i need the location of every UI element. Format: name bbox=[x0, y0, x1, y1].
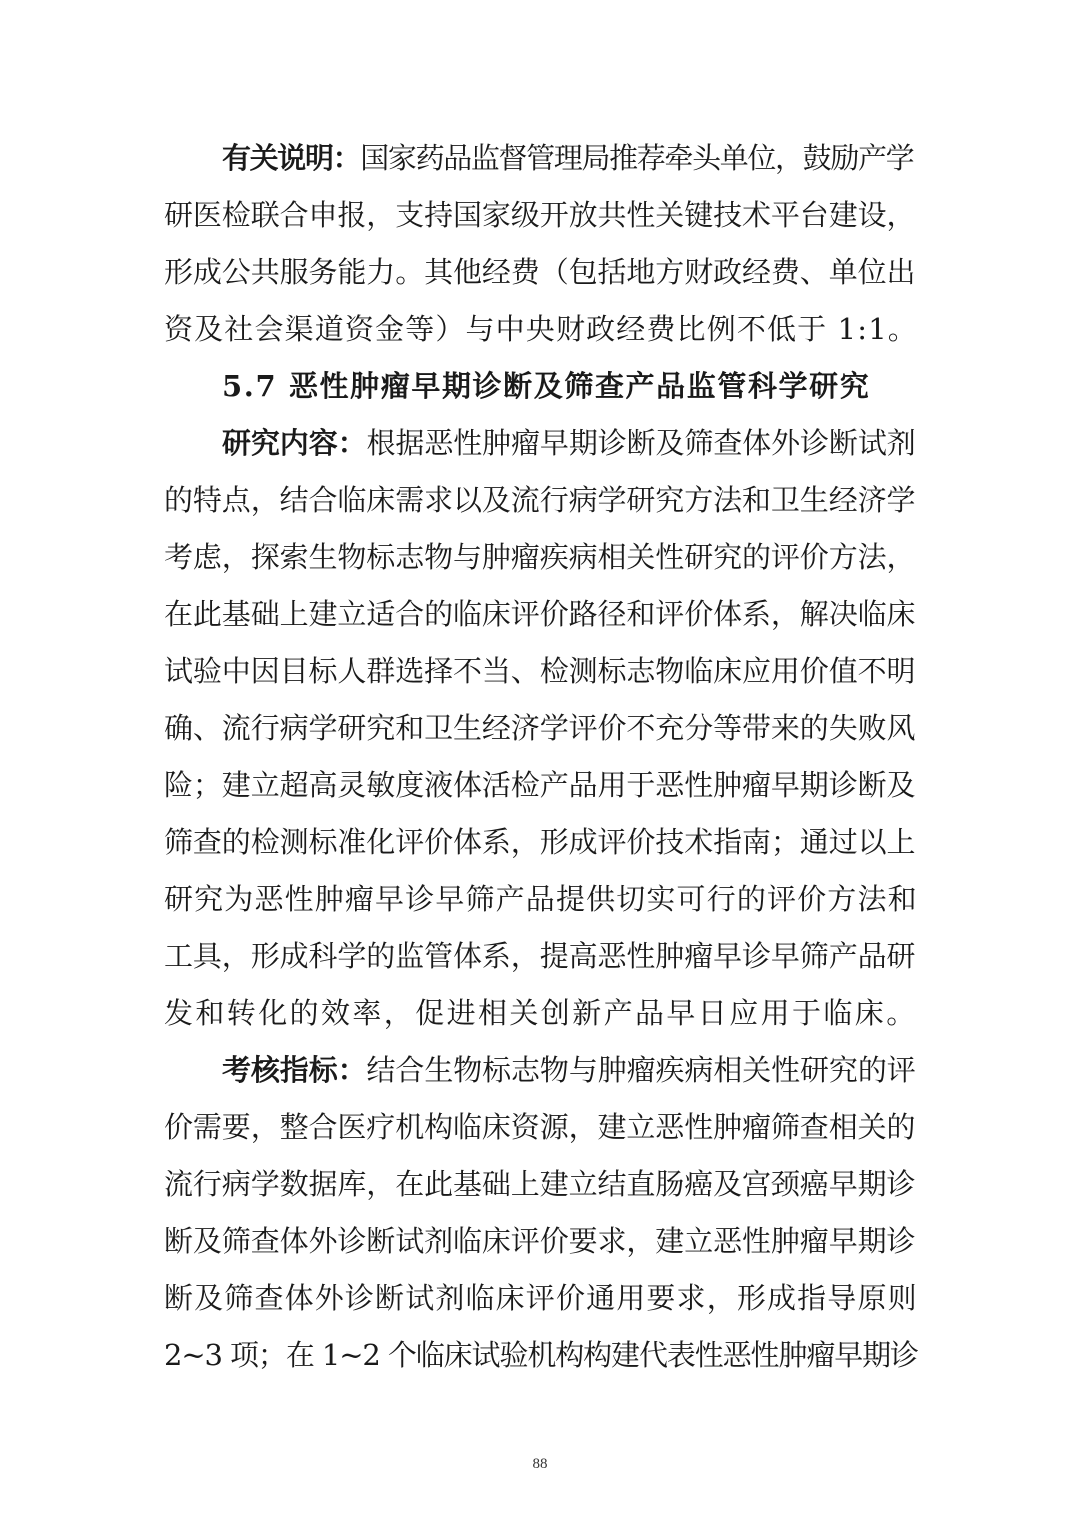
research-text-line: 发和转化的效率，促进相关创新产品早日应用于临床。 bbox=[164, 996, 918, 1030]
notes-label: 有关说明： bbox=[222, 141, 361, 175]
assessment-text-line: 流行病学数据库，在此基础上建立结直肠癌及宫颈癌早期诊 bbox=[164, 1167, 916, 1201]
research-text-line: 考虑，探索生物标志物与肿瘤疾病相关性研究的评价方法， bbox=[164, 540, 916, 574]
paragraph-assessment-first-line bbox=[164, 1042, 918, 1099]
notes-text: 国家药品监督管理局推荐牵头单位，鼓励产学 bbox=[360, 141, 914, 175]
assessment-label: 考核指标： bbox=[222, 1053, 367, 1087]
research-text-line: 的特点，结合临床需求以及流行病学研究方法和卫生经济学 bbox=[164, 483, 916, 517]
research-text: 根据恶性肿瘤早期诊断及筛查体外诊断试剂 bbox=[366, 426, 916, 460]
research-text-line: 研究为恶性肿瘤早诊早筛产品提供切实可行的评价方法和 bbox=[164, 882, 918, 916]
research-text-line: 筛查的检测标准化评价体系，形成评价技术指南；通过以上 bbox=[164, 825, 916, 859]
assessment-text-line: 断及筛查体外诊断试剂临床评价要求，建立恶性肿瘤早期诊 bbox=[164, 1224, 916, 1258]
paragraph-research-first-line bbox=[164, 415, 918, 472]
assessment-text-line: 价需要，整合医疗机构临床资源，建立恶性肿瘤筛查相关的 bbox=[164, 1110, 916, 1144]
assessment-text-line: 断及筛查体外诊断试剂临床评价通用要求，形成指导原则 bbox=[164, 1281, 918, 1315]
section-heading: 5.7 恶性肿瘤早期诊断及筛查产品监管科学研究 bbox=[222, 369, 871, 403]
research-text-line: 试验中因目标人群选择不当、检测标志物临床应用价值不明 bbox=[164, 654, 916, 688]
page-body bbox=[164, 130, 918, 1384]
research-text-line: 工具，形成科学的监管体系，提高恶性肿瘤早诊早筛产品研 bbox=[164, 939, 916, 973]
notes-text-line: 资及社会渠道资金等）与中央财政经费比例不低于 1:1。 bbox=[164, 312, 918, 346]
paragraph-notes-first-line bbox=[164, 130, 918, 187]
research-text-line: 在此基础上建立适合的临床评价路径和评价体系，解决临床 bbox=[164, 597, 916, 631]
notes-text-line: 形成公共服务能力。其他经费（包括地方财政经费、单位出 bbox=[164, 255, 916, 289]
page-number: 88 bbox=[532, 1456, 548, 1472]
research-text-line: 确、流行病学研究和卫生经济学评价不充分等带来的失败风 bbox=[164, 711, 916, 745]
research-text-line: 险；建立超高灵敏度液体活检产品用于恶性肿瘤早期诊断及 bbox=[164, 768, 916, 802]
research-label: 研究内容： bbox=[222, 426, 367, 460]
assessment-text-line: 2~3 项；在 1~2 个临床试验机构构建代表性恶性肿瘤早期诊 bbox=[164, 1338, 918, 1372]
assessment-text: 结合生物标志物与肿瘤疾病相关性研究的评 bbox=[366, 1053, 916, 1087]
notes-text-line: 研医检联合申报，支持国家级开放共性关键技术平台建设， bbox=[164, 198, 916, 232]
